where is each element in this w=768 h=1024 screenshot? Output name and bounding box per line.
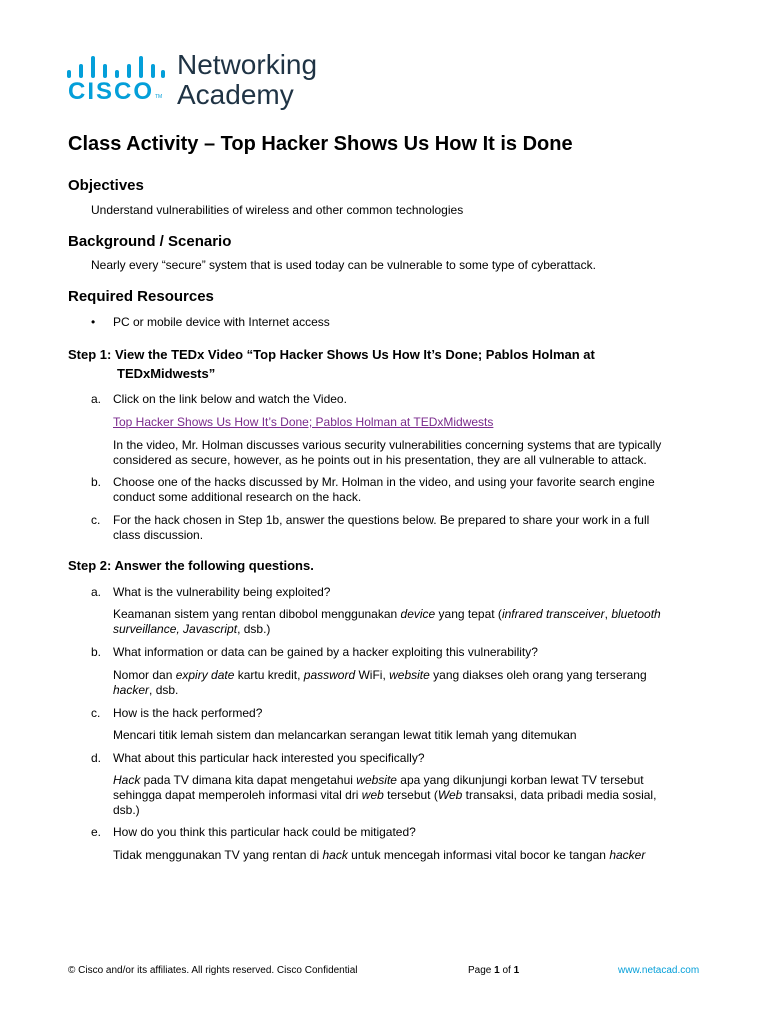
q-a-label: a.: [91, 585, 102, 599]
q-b-label: b.: [91, 645, 102, 659]
text: transaksi, data pribadi media sosial,: [462, 788, 657, 802]
text: , dsb.: [149, 683, 179, 697]
text: hacker: [609, 848, 646, 862]
step1-c-line2: class discussion.: [113, 528, 204, 542]
text: kartu kredit,: [234, 668, 304, 682]
logo-networking: Networking: [177, 49, 318, 80]
text: yang tepat (: [435, 607, 502, 621]
q-d-answer-line1: [113, 773, 644, 788]
q-e-label: e.: [91, 825, 102, 839]
step1-c-line1: For the hack chosen in Step 1b, answer the questions below. Be prepared to share your work in a full: [113, 513, 650, 527]
q-d-label: d.: [91, 751, 102, 765]
footer-copyright: © Cisco and/or its affiliates. All rights reserved. Cisco Confidential: [68, 965, 358, 976]
text: apa yang dikunjungi korban lewat TV tersebut: [396, 773, 644, 787]
q-b-answer-line2: [113, 683, 178, 698]
q-a-answer-line1: [113, 607, 661, 622]
text: Page: [468, 965, 495, 976]
text: website: [356, 773, 397, 787]
q-d-question: What about this particular hack interested you specifically?: [113, 751, 425, 765]
text: ,: [604, 607, 612, 621]
text: hack: [322, 848, 348, 862]
q-b-question: What information or data can be gained by a hacker exploiting this vulnerability?: [113, 645, 538, 659]
text: Tidak menggunakan TV yang rentan di: [113, 848, 323, 862]
q-d-answer-line2: [113, 788, 656, 803]
text: website: [389, 668, 430, 682]
background-text: Nearly every “secure” system that is used today can be vulnerable to some type of cyberattack.: [91, 258, 596, 272]
footer-page-number: [468, 965, 519, 976]
step1-para-line1: In the video, Mr. Holman discusses various security vulnerabilities concerning systems that are typically: [113, 438, 662, 452]
text: tersebut (: [383, 788, 438, 802]
q-b-answer-line1: [113, 668, 647, 683]
trademark: TM: [155, 94, 163, 100]
text: yang diakses oleh orang yang terserang: [429, 668, 647, 682]
objectives-heading: Objectives: [68, 177, 144, 194]
resources-heading: Required Resources: [68, 288, 214, 305]
q-e-answer: [113, 848, 645, 863]
text: Hack: [113, 773, 141, 787]
text: expiry date: [175, 668, 235, 682]
text: password: [303, 668, 356, 682]
text: hacker: [113, 683, 150, 697]
text: untuk mencegah informasi vital bocor ke tangan: [347, 848, 610, 862]
cisco-wordmark: CISCO: [68, 78, 155, 105]
step1-b-label: b.: [91, 475, 102, 489]
text: 1: [494, 965, 500, 976]
text: 1: [513, 965, 520, 976]
step1-a-text: Click on the link below and watch the Video.: [113, 392, 347, 406]
resources-bullet: •: [91, 315, 96, 329]
step1-b-line1: Choose one of the hacks discussed by Mr. Holman in the video, and using your favorite search engine: [113, 475, 655, 489]
text: Keamanan sistem yang rentan dibobol menggunakan: [113, 607, 401, 621]
cisco-bars-icon: [67, 56, 165, 78]
q-a-answer-line2: [113, 622, 270, 637]
cisco-networking-academy-logo: [67, 50, 327, 112]
q-c-label: c.: [91, 706, 101, 720]
step1-heading-cont: TEDxMidwests”: [117, 366, 216, 381]
logo-academy: Academy: [177, 79, 294, 110]
q-c-answer: Mencari titik lemah sistem dan melancarkan serangan lewat titik lemah yang ditemukan: [113, 728, 577, 742]
footer-website-link[interactable]: www.netacad.com: [618, 965, 700, 976]
text: of: [499, 965, 514, 976]
step1-para-line2: considered as secure, however, as he points out in his presentation, they are all vulnerable to attack.: [113, 453, 647, 467]
text: infrared transceiver: [501, 607, 605, 621]
text: web: [361, 788, 384, 802]
q-e-question: How do you think this particular hack could be mitigated?: [113, 825, 416, 839]
step1-c-label: c.: [91, 513, 101, 527]
text: surveillance, Javascript: [113, 622, 238, 636]
text: , dsb.): [237, 622, 271, 636]
q-d-answer-line3: dsb.): [113, 803, 140, 817]
objectives-text: Understand vulnerabilities of wireless and other common technologies: [91, 203, 464, 217]
resources-item: PC or mobile device with Internet access: [113, 315, 330, 329]
text: Web: [437, 788, 463, 802]
text: WiFi,: [355, 668, 390, 682]
text: Nomor dan: [113, 668, 176, 682]
step1-b-line2: conduct some additional research on the hack.: [113, 490, 362, 504]
tedx-video-link[interactable]: Top Hacker Shows Us How It’s Done; Pablos Holman at TEDxMidwests: [113, 415, 494, 429]
text: bluetooth: [611, 607, 661, 621]
step1-a-label: a.: [91, 392, 102, 406]
text: pada TV dimana kita dapat mengetahui: [140, 773, 357, 787]
text: device: [400, 607, 436, 621]
text: sehingga dapat memperoleh informasi vital dri: [113, 788, 362, 802]
q-a-question: What is the vulnerability being exploited?: [113, 585, 331, 599]
page-title: Class Activity – Top Hacker Shows Us How It is Done: [68, 133, 573, 155]
step1-heading: Step 1: View the TEDx Video “Top Hacker Shows Us How It’s Done; Pablos Holman at: [68, 347, 595, 362]
q-c-question: How is the hack performed?: [113, 706, 263, 720]
background-heading: Background / Scenario: [68, 233, 232, 250]
step2-heading: Step 2: Answer the following questions.: [68, 558, 314, 573]
